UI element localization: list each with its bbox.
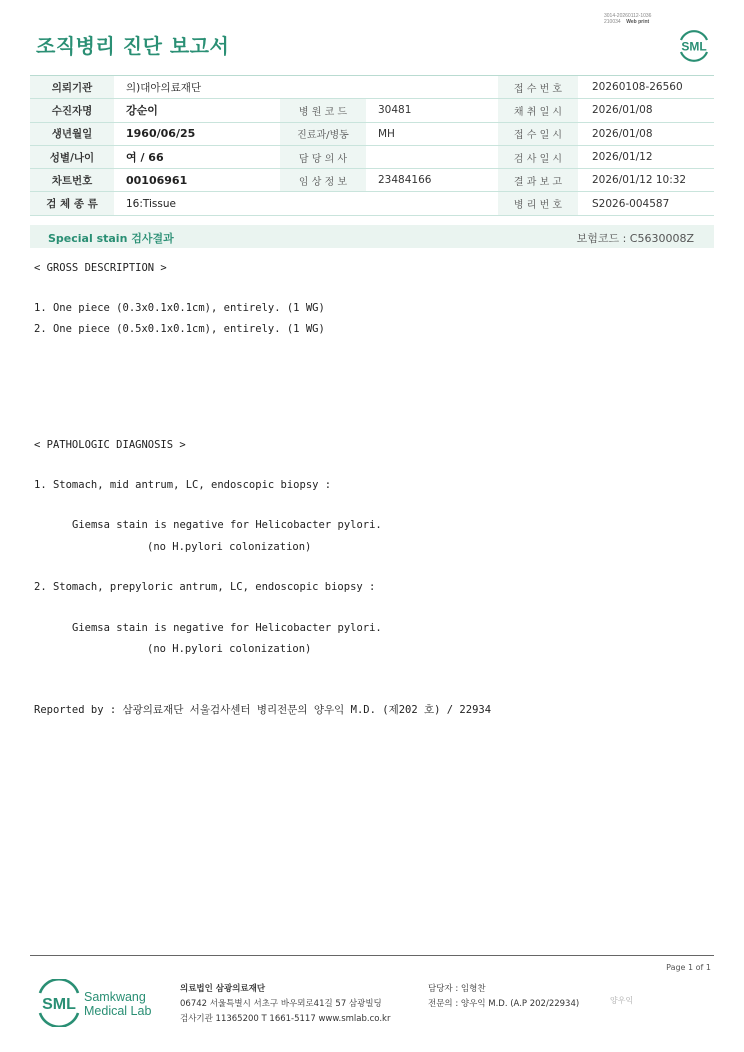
info-value xyxy=(366,76,498,99)
org-contact: 검사기관 11365200 T 1661-5117 www.smlab.co.kr xyxy=(180,1014,391,1024)
info-value: 1960/06/25 xyxy=(114,122,280,145)
info-row xyxy=(30,76,714,99)
info-label: 담 당 의 사 xyxy=(280,145,366,168)
info-label: 진료과/병동 xyxy=(280,122,366,145)
info-value: 의)대아의료재단 xyxy=(114,76,280,99)
info-label: 접 수 번 호 xyxy=(498,76,578,99)
insurance-code: 보험코드 : C5630008Z xyxy=(576,232,694,245)
info-label: 병 리 번 호 xyxy=(498,192,578,215)
info-label: 검 체 종 류 xyxy=(30,192,114,215)
info-label: 채 취 일 시 xyxy=(498,99,578,122)
staff-specialist: 전문의 : 양우익 M.D. (A.P 202/22934) xyxy=(428,999,580,1009)
special-stain-bar xyxy=(30,225,714,248)
info-value: 2026/01/12 10:32 xyxy=(578,169,714,192)
diagnosis-2-note: (no H.pylori colonization) xyxy=(147,643,312,655)
info-row xyxy=(30,192,714,215)
info-value: S2026-004587 xyxy=(578,192,714,215)
info-label xyxy=(280,76,366,99)
info-value: 30481 xyxy=(366,99,498,122)
info-row xyxy=(30,122,714,145)
info-value xyxy=(366,145,498,168)
info-label: 임 상 정 보 xyxy=(280,169,366,192)
diagnosis-item-1: 1. Stomach, mid antrum, LC, endoscopic biopsy : xyxy=(34,479,332,491)
info-row xyxy=(30,145,714,168)
footer-logo-name-2: Medical Lab xyxy=(84,1004,152,1018)
info-label: 차트번호 xyxy=(30,169,114,192)
footer-divider xyxy=(30,955,714,956)
info-value: 2026/01/12 xyxy=(578,145,714,168)
footer-organization xyxy=(180,982,390,1027)
info-value xyxy=(366,192,498,215)
gross-heading: < GROSS DESCRIPTION > xyxy=(34,262,167,274)
staff-in-charge: 담당자 : 임형찬 xyxy=(428,984,486,994)
info-value: MH xyxy=(366,122,498,145)
info-row xyxy=(30,169,714,192)
signature: 양우익 xyxy=(610,996,634,1005)
diagnosis-1-result: Giemsa stain is negative for Helicobacter pylori. xyxy=(72,519,382,531)
diagnosis-2-result: Giemsa stain is negative for Helicobacter pylori. xyxy=(72,622,382,634)
info-value: 2026/01/08 xyxy=(578,99,714,122)
samkwang-logo-icon xyxy=(36,979,156,1027)
reported-by: Reported by : 삼광의료재단 서울검사센터 병리전문의 양우익 M.D. (제202 호) / 22934 xyxy=(34,704,492,716)
org-address: 06742 서울특별시 서초구 바우뫼로41길 57 삼광빌딩 xyxy=(180,999,382,1009)
footer-logo-text: SML xyxy=(42,996,76,1013)
info-row xyxy=(30,99,714,122)
info-label xyxy=(280,192,366,215)
info-value: 여 / 66 xyxy=(114,145,280,168)
footer-logo-name-1: Samkwang xyxy=(84,990,146,1004)
info-value: 20260108-26560 xyxy=(578,76,714,99)
info-value: 23484166 xyxy=(366,169,498,192)
diagnosis-item-2: 2. Stomach, prepyloric antrum, LC, endoscopic biopsy : xyxy=(34,581,376,593)
diagnosis-heading: < PATHOLOGIC DIAGNOSIS > xyxy=(34,439,186,451)
info-value: 16:Tissue xyxy=(114,192,280,215)
info-label: 결 과 보 고 xyxy=(498,169,578,192)
footer-staff xyxy=(428,982,579,1012)
info-value: 00106961 xyxy=(114,169,280,192)
info-label: 접 수 일 시 xyxy=(498,122,578,145)
gross-item-2: 2. One piece (0.5x0.1x0.1cm), entirely. (1 WG) xyxy=(34,323,325,335)
page-title: 조직병리 진단 보고서 xyxy=(36,34,230,58)
info-label: 병 원 코 드 xyxy=(280,99,366,122)
info-label: 의뢰기관 xyxy=(30,76,114,99)
page-number: Page 1 of 1 xyxy=(666,963,711,972)
print-code: 3014-20260112-1036 210034 Web print xyxy=(604,13,652,25)
org-name: 의료법인 삼광의료재단 xyxy=(180,984,266,994)
info-label: 검 사 일 시 xyxy=(498,145,578,168)
gross-item-1: 1. One piece (0.3x0.1x0.1cm), entirely. (1 WG) xyxy=(34,302,325,314)
info-value: 2026/01/08 xyxy=(578,122,714,145)
diagnosis-1-note: (no H.pylori colonization) xyxy=(147,541,312,553)
patient-info-table xyxy=(30,75,714,216)
info-label: 생년월일 xyxy=(30,122,114,145)
sml-logo-icon xyxy=(675,26,713,64)
stain-title: Special stain 검사결과 xyxy=(48,232,174,245)
info-label: 수진자명 xyxy=(30,99,114,122)
info-value: 강순이 xyxy=(114,99,280,122)
info-label: 성별/나이 xyxy=(30,145,114,168)
logo-text: SML xyxy=(681,39,707,54)
